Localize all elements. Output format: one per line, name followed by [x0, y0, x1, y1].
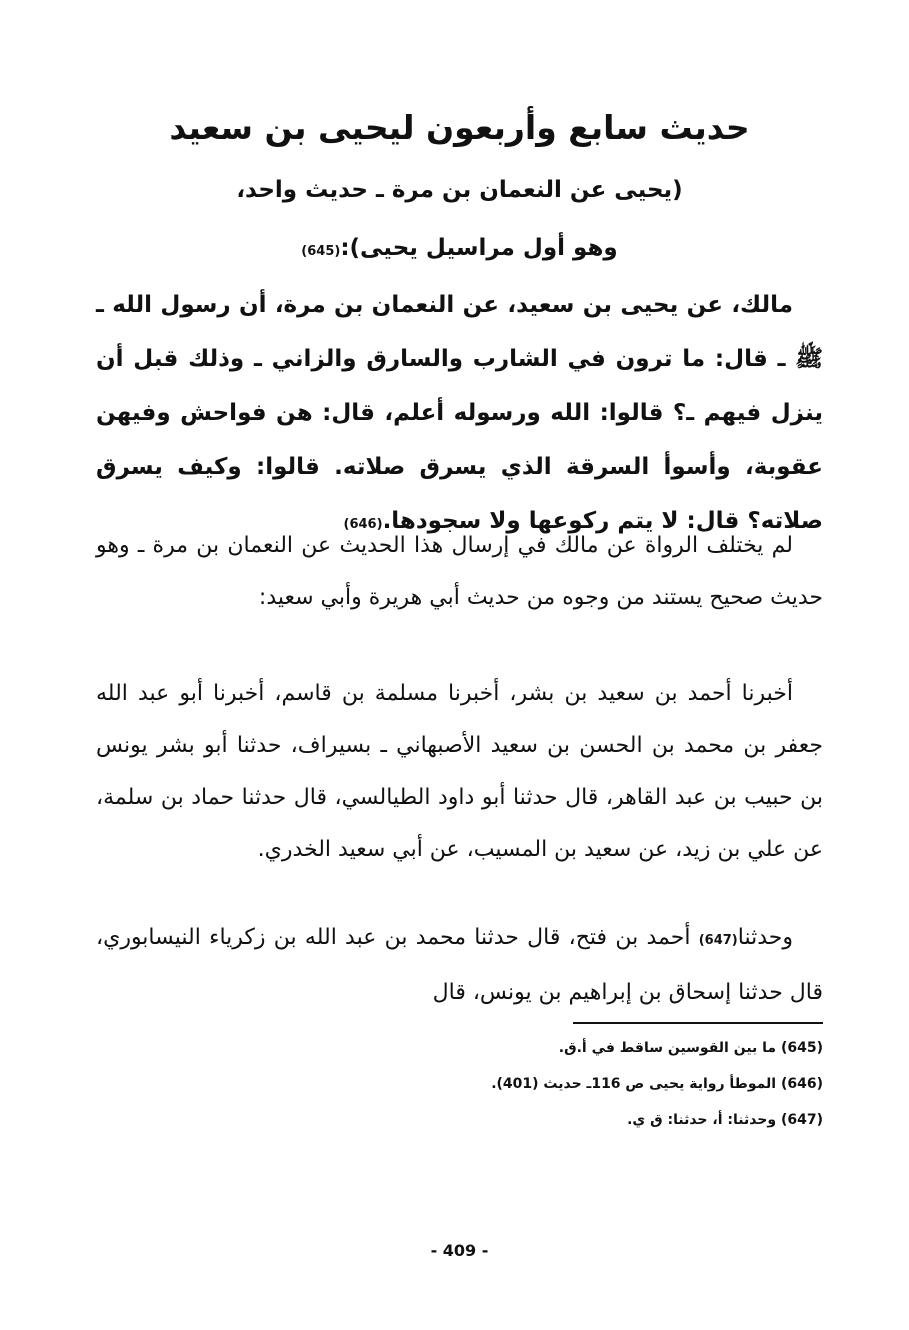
page-number: - 409 -	[430, 1241, 489, 1260]
hadith-text	[96, 278, 823, 552]
isnad-paragraph-2-start: وحدثنا	[737, 925, 793, 950]
footnote-separator	[573, 1022, 823, 1024]
isnad-paragraph-2	[96, 912, 823, 1019]
footnote-ref-645: (645)	[301, 244, 341, 259]
chapter-subtitle: (يحيى عن النعمان بن مرة ـ حديث واحد،	[236, 177, 683, 203]
chapter-subtitle-note-text: وهو أول مراسيل يحيى):	[340, 235, 618, 261]
chapter-subtitle-note	[96, 228, 823, 272]
footnote-ref-647: (647)	[698, 933, 738, 948]
footnote-647: (647) وحدثنا: أ، حدثنا: ق ي.	[627, 1112, 823, 1128]
footnotes-list	[96, 1030, 823, 1138]
hadith-body: مالك، عن يحيى بن سعيد، عن النعمان بن مرة، أن رسول الله ـ ﷺ ـ قال: ما ترون في الشارب والسارق والزاني ـ وذلك قبل أن ينزل فيهم ـ؟ قالوا: الله ورسوله أعلم، قال: هن فواحش وفيهن عقوبة، وأسوأ السرقة الذي يسرق صلاته. قالوا: وكيف يسرق صلاته؟ قال: لا يتم ركوعها ولا سجودها.	[96, 292, 823, 534]
chapter-title: حديث سابع وأربعون ليحيى بن سعيد	[169, 108, 750, 147]
footnote-646: (646) الموطأ رواية يحيى ص 116ـ حديث (401).	[491, 1076, 823, 1092]
commentary-paragraph-1: لم يختلف الرواة عن مالك في إرسال هذا الحديث عن النعمان بن مرة ـ وهو حديث صحيح يستند من وجوه من حديث أبي هريرة وأبي سعيد:	[96, 533, 823, 610]
footnote-ref-646: (646)	[343, 517, 383, 532]
footnote-645: (645) ما بين القوسين ساقط في أ.ق.	[558, 1040, 823, 1056]
isnad-paragraph-2-rest: أحمد بن فتح، قال حدثنا محمد بن عبد الله بن زكرياء النيسابوري، قال حدثنا إسحاق بن إبراهيم بن يونس، قال	[96, 925, 823, 1005]
isnad-paragraph-1: أخبرنا أحمد بن سعيد بن بشر، أخبرنا مسلمة بن قاسم، أخبرنا أبو عبد الله جعفر بن محمد بن الحسن بن سعيد الأصبهاني ـ بسيراف، حدثنا أبو بشر يونس بن حبيب بن عبد القاهر، قال حدثنا أبو داود الطيالسي، قال حدثنا حماد بن سلمة، عن علي بن زيد، عن سعيد بن المسيب، عن أبي سعيد الخدري.	[96, 681, 823, 862]
book-page	[96, 0, 823, 1330]
